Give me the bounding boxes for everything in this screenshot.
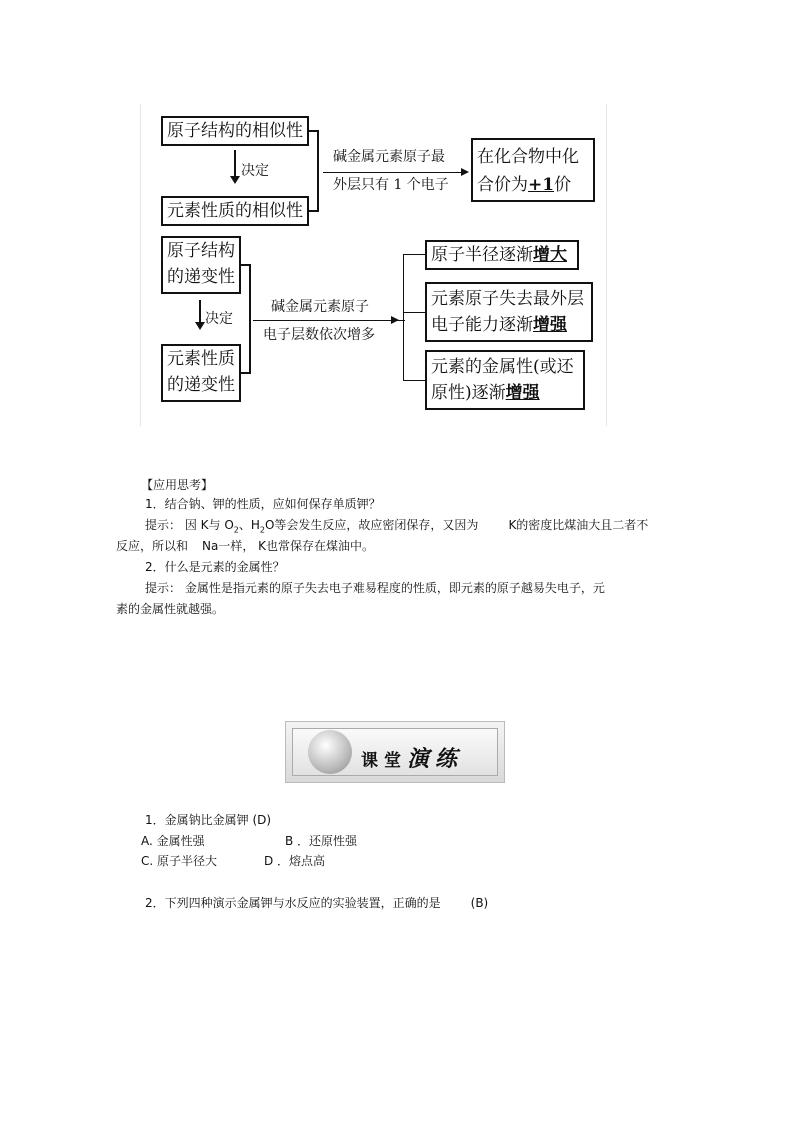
answer-1-line1 <box>145 517 648 538</box>
subscript: 2 <box>233 525 239 535</box>
bracket-2-top <box>241 264 251 266</box>
text-part: 2．下列四种演示金属钾与水反应的实验装置，正确的是 <box>145 896 441 910</box>
text-part: 原子半径逐渐 <box>431 245 533 265</box>
knowledge-diagram <box>140 104 607 426</box>
box-valence-plus-one <box>471 138 595 202</box>
box-text: 元素性质的相似性 <box>167 201 303 221</box>
bracket-3-top <box>403 254 425 255</box>
bracket-2-bottom <box>241 372 251 374</box>
answer-1-line2 <box>116 538 374 554</box>
box-radius-increase <box>425 240 579 270</box>
box-text-line2 <box>431 380 579 406</box>
arrow-1-label-line1: 碱金属元素原子最 <box>333 149 445 165</box>
exercise-1-option-c: C. 原子半径大 <box>141 854 218 868</box>
box-text: 原子结构的相似性 <box>167 121 303 141</box>
exercise-1: 1．金属钠比金属钾 (D) <box>145 813 272 827</box>
box-text-line1: 原子结构 <box>167 241 235 261</box>
text-part: 价 <box>554 175 572 195</box>
banner-title <box>361 742 463 773</box>
text-part: Na一样， K也常保存在煤油中。 <box>202 539 375 553</box>
arrow-2-shaft <box>253 320 393 321</box>
text-part: 原性)逐渐 <box>431 383 506 403</box>
box-text-line2: 的递变性 <box>167 375 235 395</box>
bracket-3-mid <box>397 320 405 321</box>
box-metallic-property <box>425 350 585 410</box>
bracket-2-vertical <box>249 264 251 374</box>
decide-arrow-2-head <box>195 322 205 330</box>
arrow-1-shaft <box>323 172 463 173</box>
question-1: 1．结合钠、钾的性质，应如何保存单质钾？ <box>145 497 381 511</box>
arrow-2-label-line1: 碱金属元素原子 <box>271 299 369 315</box>
text-underlined: +1 <box>528 175 555 195</box>
box-text-line1: 元素性质 <box>167 349 235 369</box>
text-part: 合价为 <box>477 175 528 195</box>
bracket-1-vertical <box>317 130 319 212</box>
text-part: 反应，所以和 <box>116 539 189 553</box>
answer-2-line1: 提示： 金属性是指元素的原子失去电子难易程度的性质，即元素的原子越易失电子，元 <box>145 581 605 595</box>
box-atomic-structure-gradation <box>161 236 241 294</box>
arrow-1-head <box>461 168 469 176</box>
box-lose-electron-ability <box>425 282 593 342</box>
decide-label-2: 决定 <box>205 311 233 327</box>
answer: (B) <box>470 896 489 910</box>
bracket-1-bottom <box>309 210 319 212</box>
exercise-1-option-a: A. 金属性强 <box>141 834 205 848</box>
text-part: 、H <box>238 518 260 532</box>
text-part: 提示： 因 K与 O <box>145 518 234 532</box>
exercise-1-option-b: B ．还原性强 <box>285 834 358 848</box>
box-element-property-gradation <box>161 344 241 402</box>
text-part: K的密度比煤油大且二者不 <box>508 518 649 532</box>
banner-word-2: 演练 <box>407 746 464 772</box>
exercise-2 <box>145 895 488 911</box>
decide-arrow-2-shaft <box>199 300 201 324</box>
section-heading: 【应用思考】 <box>141 478 214 492</box>
box-text-line1: 在化合物中化 <box>477 147 579 167</box>
text-underlined: 增大 <box>533 245 567 265</box>
subscript: 2 <box>259 525 265 535</box>
text-underlined: 增强 <box>533 315 567 335</box>
answer-2-line2: 素的金属性就越强。 <box>116 602 225 616</box>
banner-word-1: 课堂 <box>361 751 407 771</box>
question-2: 2．什么是元素的金属性？ <box>145 560 285 574</box>
bracket-3-vertical <box>403 254 404 380</box>
bracket-3-bottom <box>403 380 425 381</box>
bracket-3-middle <box>403 312 425 313</box>
arrow-2-label-line2: 电子层数依次增多 <box>263 327 375 343</box>
bracket-1-top <box>309 130 319 132</box>
box-text-line2 <box>477 171 589 199</box>
box-text-line2 <box>431 312 587 338</box>
box-atomic-structure-similarity <box>161 116 309 146</box>
box-element-property-similarity <box>161 196 309 226</box>
globe-icon <box>308 730 352 774</box>
box-text-line2: 的递变性 <box>167 267 235 287</box>
text-underlined: 增强 <box>505 383 540 403</box>
decide-label-1: 决定 <box>241 163 269 179</box>
text-part: 电子能力逐渐 <box>431 315 533 335</box>
decide-arrow-head <box>230 176 240 184</box>
classroom-practice-banner <box>285 721 505 783</box>
box-text-line1: 元素原子失去最外层 <box>431 289 584 309</box>
text-part: O等会发生反应，故应密闭保存，又因为 <box>264 518 479 532</box>
exercise-1-option-d: D ．熔点高 <box>264 854 326 868</box>
box-text-line1: 元素的金属性(或还 <box>431 357 574 377</box>
arrow-1-label-line2: 外层只有 1 个电子 <box>333 177 449 193</box>
